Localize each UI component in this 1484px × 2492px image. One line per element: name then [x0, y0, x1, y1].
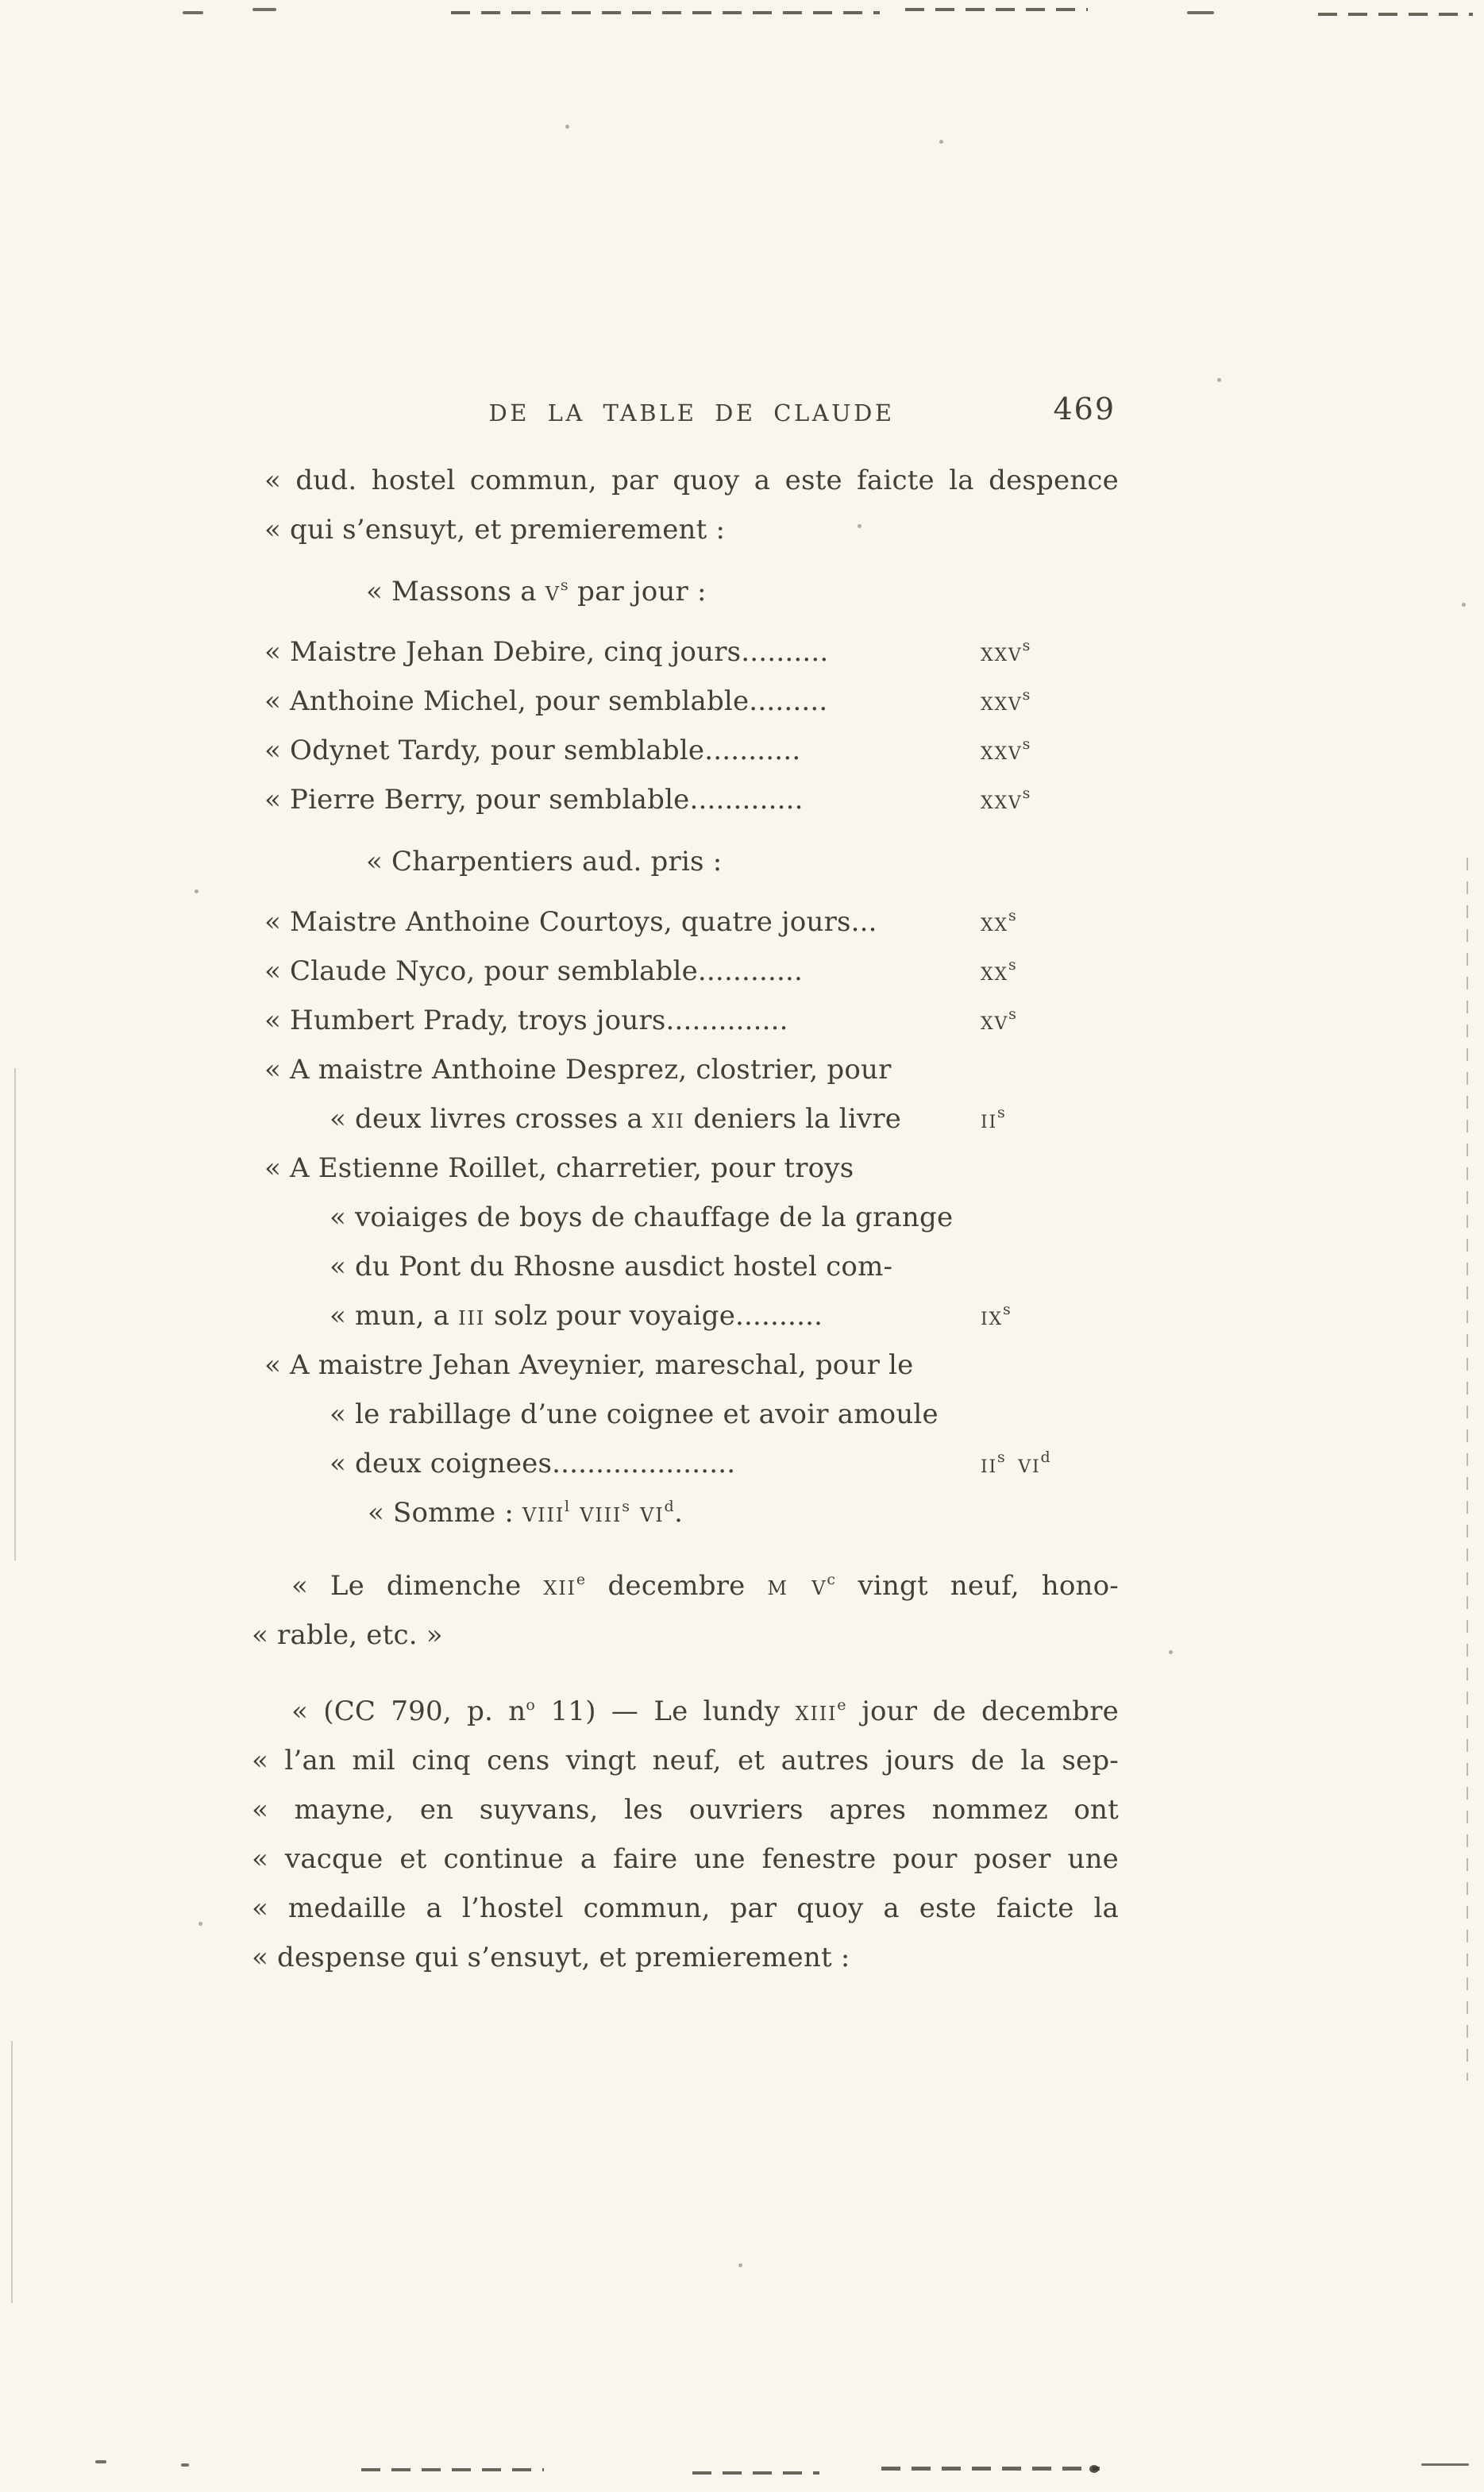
ledger-row	[264, 1439, 1119, 1488]
paragraph-line: « vacque et continue a faire une fenestre pour poser une	[252, 1843, 1119, 1875]
scan-artifact	[195, 889, 199, 893]
ledger-item-text: « Humbert Prady, troys jours..............	[264, 1005, 788, 1036]
ledger-item-amount: $ii^s$	[981, 1104, 1006, 1134]
page-content	[252, 388, 1120, 1982]
superscript: o	[526, 1696, 536, 1714]
ledger-item-text: « mun, a iii solz pour voyaige..........	[330, 1300, 823, 1332]
ledger-row	[264, 1193, 1119, 1242]
ledger-row	[264, 996, 1119, 1045]
ledger-item-text: « voiaiges de boys de chauffage de la grange	[330, 1202, 954, 1233]
scan-artifact	[565, 125, 569, 129]
ledger-row	[264, 677, 1119, 726]
superscript: c	[827, 1571, 836, 1588]
ledger-row	[264, 1242, 1119, 1291]
ledger-item-amount: $ii^s$ $vi^d$	[981, 1449, 1051, 1479]
ledger-item-text: « Somme : viii$^l$ viii$^s$ $vi^d$.	[368, 1497, 684, 1529]
ledger-row	[264, 1341, 1119, 1390]
paragraph-intro	[264, 456, 1119, 554]
scan-artifact	[1467, 858, 1468, 2081]
ledger-item-amount: xxv$^s$	[981, 735, 1031, 766]
unit-superscript: d	[1040, 1449, 1051, 1466]
paragraph-line: « dud. hostel commun, par quoy a este faicte la despence	[264, 465, 1119, 496]
scan-artifact	[361, 2468, 544, 2471]
running-head	[264, 388, 1119, 437]
scan-artifact	[1169, 1650, 1173, 1654]
ledger-row	[264, 1144, 1119, 1193]
scan-artifact	[692, 2471, 819, 2475]
superscript: s	[560, 577, 569, 594]
paragraph-line: « Le dimenche xii$^e$ decembre m $v^c$ vingt neuf, hono-	[291, 1570, 1119, 1602]
scan-artifact	[451, 11, 880, 14]
scan-artifact	[1462, 603, 1466, 607]
ledger-row	[264, 947, 1119, 996]
ledger-item-text: « Maistre Jehan Debire, cinq jours..........	[264, 636, 829, 668]
superscript: e	[576, 1571, 586, 1588]
unit-superscript: s	[1008, 907, 1017, 924]
ledger-item-text: « du Pont du Rhosne ausdict hostel com-	[330, 1251, 893, 1283]
ledger-item-amount: $xx^s$	[981, 956, 1017, 986]
section-heading-masons: « Massons a $v^s$ par jour :	[366, 576, 707, 608]
unit-superscript: s	[1008, 956, 1017, 974]
scan-artifact	[14, 1068, 16, 1560]
scan-artifact	[183, 11, 203, 14]
roman-numeral: xiii	[795, 1695, 838, 1727]
ledger-row	[264, 1390, 1119, 1439]
ledger-item-amount: xxv$^s$	[981, 637, 1031, 667]
roman-numeral: m v	[767, 1570, 827, 1602]
scan-artifact	[1318, 13, 1473, 16]
unit-superscript: s	[622, 1498, 630, 1515]
scan-artifact	[1187, 11, 1214, 14]
roman-numeral: iii	[458, 1300, 485, 1332]
ledger-row	[264, 897, 1119, 947]
ledger-item-amount: xxv$^s$	[981, 785, 1031, 815]
ledger-item-text: « Maistre Anthoine Courtoys, quatre jours...	[264, 906, 877, 938]
roman-numeral: viii	[522, 1497, 565, 1529]
ledger-item-text: « Odynet Tardy, pour semblable...........	[264, 735, 801, 766]
scan-artifact	[1217, 378, 1221, 382]
ledger-item-text: « le rabillage d’une coignee et avoir amoule	[330, 1398, 939, 1430]
ledger-item-text: « Claude Nyco, pour semblable............	[264, 955, 804, 987]
ledger-item-text: « Pierre Berry, pour semblable.............	[264, 784, 804, 816]
scan-artifact	[1089, 2465, 1099, 2473]
ledger-item-text: « A Estienne Roillet, charretier, pour troys	[264, 1152, 854, 1184]
unit-superscript: s	[1022, 735, 1031, 753]
unit-superscript: s	[1022, 686, 1031, 704]
unit-superscript: s	[1022, 637, 1031, 654]
scan-artifact	[252, 8, 276, 11]
scan-artifact	[1421, 2463, 1469, 2466]
paragraph-line: « mayne, en suyvans, les ouvriers apres nommez ont	[252, 1794, 1119, 1826]
roman-numeral: viii	[569, 1497, 623, 1529]
ledger-item-text: « deux livres crosses a xii deniers la livre	[330, 1103, 902, 1135]
ledger-item-text: « Anthoine Michel, pour semblable.........	[264, 685, 828, 717]
scan-artifact	[95, 2460, 106, 2463]
section-heading-carpenters: « Charpentiers aud. pris :	[366, 846, 723, 878]
roman-numeral: vi	[630, 1497, 665, 1529]
unit-superscript: s	[1002, 1301, 1012, 1318]
ledger-row	[264, 726, 1119, 775]
ledger-row	[264, 1291, 1119, 1341]
unit-superscript: s	[1022, 785, 1031, 802]
ledger-row	[264, 775, 1119, 824]
scan-artifact	[11, 2041, 13, 2303]
paragraph-line: « rable, etc. »	[252, 1619, 443, 1651]
page-number: 469	[1053, 392, 1116, 426]
unit-superscript: s	[1008, 1005, 1017, 1023]
superscript: e	[837, 1696, 847, 1714]
roman-numeral: xii	[543, 1570, 576, 1602]
scan-artifact	[881, 2467, 1100, 2471]
paragraph-line: « medaille a l’hostel commun, par quoy a este faicte la	[252, 1892, 1119, 1924]
scan-artifact	[905, 8, 1088, 11]
roman-numeral: xii	[651, 1103, 685, 1135]
ledger-item-amount: $xx^s$	[981, 907, 1017, 937]
ledger-item-text: « A maistre Jehan Aveynier, mareschal, pour le	[264, 1349, 914, 1381]
ledger-row-somme	[264, 1488, 1119, 1537]
scan-artifact	[199, 1922, 202, 1926]
ledger-item-amount: $xv^s$	[981, 1005, 1017, 1036]
unit-superscript: l	[565, 1498, 570, 1515]
unit-superscript: s	[996, 1104, 1006, 1121]
paragraph-line: « despense qui s’ensuyt, et premierement :	[252, 1942, 850, 1973]
ledger-item-text: « A maistre Anthoine Desprez, clostrier, pour	[264, 1054, 892, 1086]
scan-artifact	[738, 2263, 742, 2267]
paragraph-line: « l’an mil cinq cens vingt neuf, et autres jours de la sep-	[252, 1745, 1119, 1776]
unit-superscript: s	[996, 1449, 1006, 1466]
unit-superscript: d	[664, 1498, 675, 1515]
scan-artifact	[181, 2463, 189, 2467]
ledger-row	[264, 1045, 1119, 1094]
ledger-row	[264, 1094, 1119, 1144]
paragraph-line: « (CC 790, p. $n^o$ 11) — Le lundy xiii$^e$ jour de decembre	[291, 1695, 1120, 1727]
ledger-item-amount: xxv$^s$	[981, 686, 1031, 716]
ledger-item-text: « deux coignees.....................	[330, 1448, 736, 1479]
paragraph-cc790	[252, 1687, 1119, 1982]
scan-artifact	[939, 140, 943, 144]
paragraph-line: « qui s’ensuyt, et premierement :	[264, 514, 726, 546]
paragraph-dimenche	[252, 1561, 1119, 1660]
ledger-item-amount: $ix^s$	[981, 1301, 1012, 1331]
page-title: DE LA TABLE DE CLAUDE	[488, 399, 895, 426]
ledger-row	[264, 627, 1119, 677]
